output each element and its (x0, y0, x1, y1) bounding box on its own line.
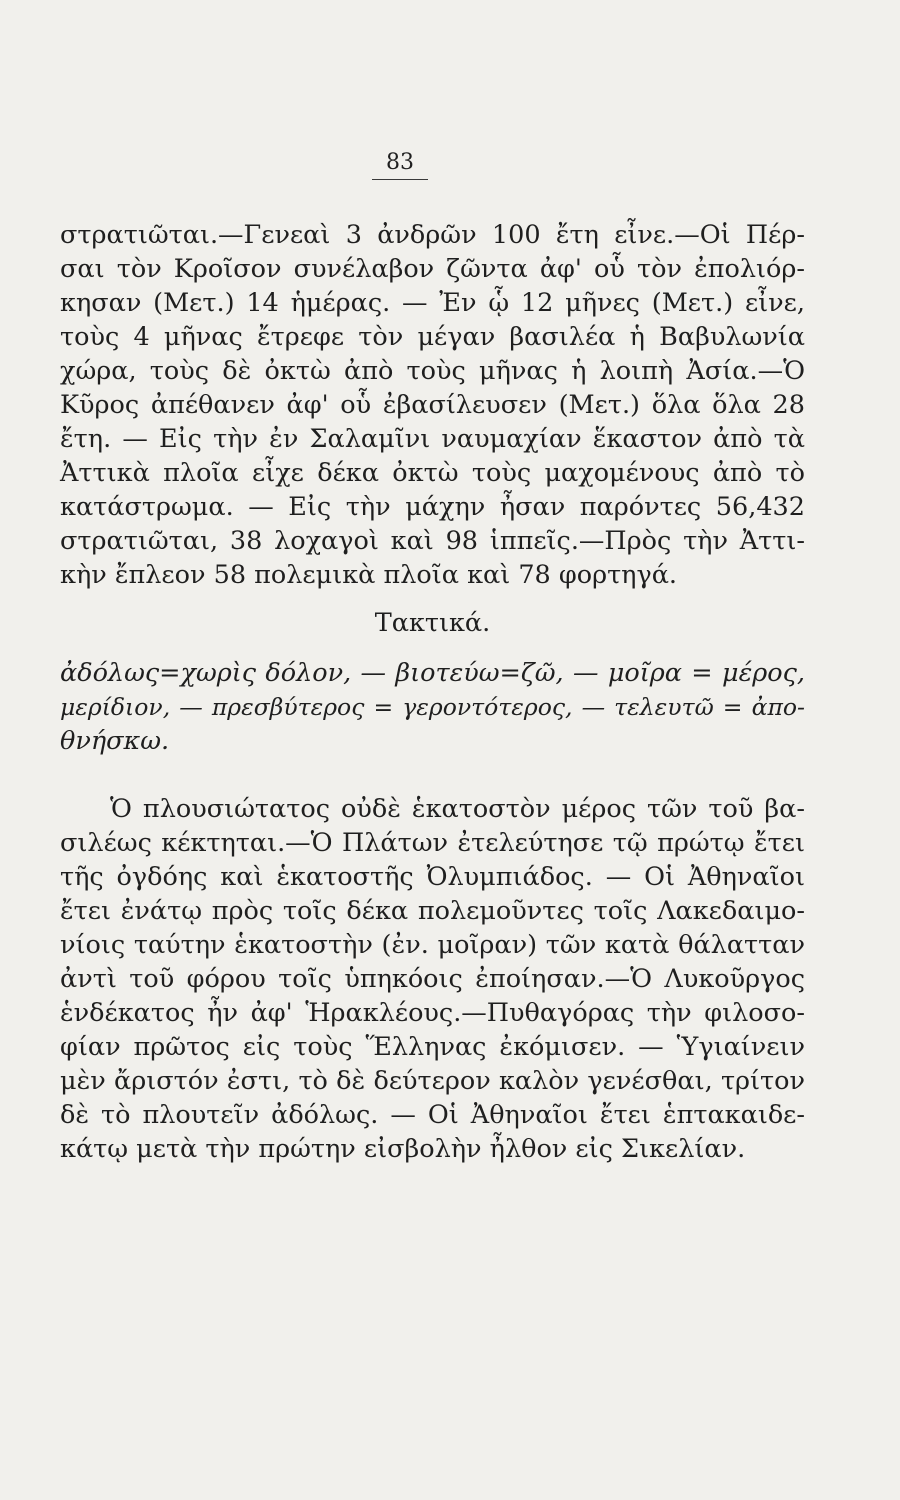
text-line: κάτῳ μετὰ τὴν πρώτην εἰσβολὴν ἦλθον εἰς Σικελίαν. (60, 1134, 746, 1164)
page-number-rule (372, 179, 428, 180)
spacer (60, 592, 805, 606)
text-line: Ἀττικὰ πλοῖα εἶχε δέκα ὀκτὼ τοὺς μαχομένους ἀπὸ τὸ (60, 458, 805, 488)
text-line: φίαν πρῶτος εἰς τοὺς Ἕλληνας ἐκόμισεν. — Ὑγιαίνειν (60, 1032, 805, 1062)
page-number: 83 (386, 150, 414, 175)
spacer (60, 758, 805, 792)
text-line: κατάστρωμα. — Εἰς τὴν μάχην ἦσαν παρόντες 56,432 (60, 492, 805, 522)
text-line: ἀντὶ τοῦ φόρου τοῖς ὑπηκόοις ἐποίησαν.—Ὁ Λυκοῦργος (60, 964, 805, 994)
text-line: νίοις ταύτην ἑκατοστὴν (ἐν. μοῖραν) τῶν κατὰ θάλατταν (60, 930, 805, 960)
text-line: ἑνδέκατος ἦν ἀφ' Ἡρακλέους.—Πυθαγόρας τὴν φιλοσο- (60, 998, 805, 1028)
glossary-line: θνήσκω. (60, 726, 170, 756)
text-line: τοὺς 4 μῆνας ἔτρεφε τὸν μέγαν βασιλέα ἡ Βαβυλωνία (60, 322, 805, 352)
text-line: Κῦρος ἀπέθανεν ἀφ' οὗ ἐβασίλευσεν (Μετ.) ὅλα ὅλα 28 (60, 390, 805, 420)
spacer (60, 640, 805, 656)
text-line: σαι τὸν Κροῖσον συνέλαβον ζῶντα ἀφ' οὗ τὸν ἐπολιόρ- (60, 254, 805, 284)
text-line: ἔτη. — Εἰς τὴν ἐν Σαλαμῖνι ναυμαχίαν ἕκαστον ἀπὸ τὰ (60, 424, 805, 454)
glossary-line: ἀδόλως=χωρὶς δόλον, — βιοτεύω=ζῶ, — μοῖρα = μέρος, (60, 658, 805, 688)
glossary-line: μερίδιον, — πρεσβύτερος = γεροντότερος, — τελευτῶ = ἀπο- (60, 693, 805, 721)
text-line: σιλέως κέκτηται.—Ὁ Πλάτων ἐτελεύτησε τῷ πρώτῳ ἔτει (60, 828, 805, 858)
text-line: στρατιῶται.—Γενεαὶ 3 ἀνδρῶν 100 ἔτη εἶνε.—Οἱ Πέρ- (60, 220, 805, 250)
paragraph-2 (60, 792, 805, 1166)
section-heading: Τακτικά. (374, 608, 491, 638)
text-line: δὲ τὸ πλουτεῖν ἀδόλως. — Οἱ Ἀθηναῖοι ἔτει ἑπτακαιδε- (60, 1100, 805, 1130)
text-line: κησαν (Μετ.) 14 ἡμέρας. — Ἐν ᾧ 12 μῆνες (Μετ.) εἶνε, (60, 288, 805, 318)
text-line: κὴν ἔπλεον 58 πολεμικὰ πλοῖα καὶ 78 φορτηγά. (60, 560, 678, 590)
text-line: τῆς ὀγδόης καὶ ἑκατοστῆς Ὀλυμπιάδος. — Οἱ Ἀθηναῖοι (60, 862, 805, 892)
text-line: στρατιῶται, 38 λοχαγοὶ καὶ 98 ἱππεῖς.—Πρὸς τὴν Ἀττι- (60, 526, 805, 556)
page-text (60, 218, 805, 1166)
text-line: ἔτει ἐνάτῳ πρὸς τοῖς δέκα πολεμοῦντες τοῖς Λακεδαιμο- (60, 896, 805, 926)
text-line: Ὁ πλουσιώτατος οὐδὲ ἑκατοστὸν μέρος τῶν τοῦ βα- (110, 794, 805, 824)
text-line: χώρα, τοὺς δὲ ὀκτὼ ἀπὸ τοὺς μῆνας ἡ λοιπὴ Ἀσία.—Ὁ (60, 356, 805, 386)
paragraph-1 (60, 218, 805, 592)
text-line: μὲν ἄριστόν ἐστι, τὸ δὲ δεύτερον καλὸν γενέσθαι, τρίτον (60, 1066, 805, 1096)
glossary (60, 656, 805, 758)
